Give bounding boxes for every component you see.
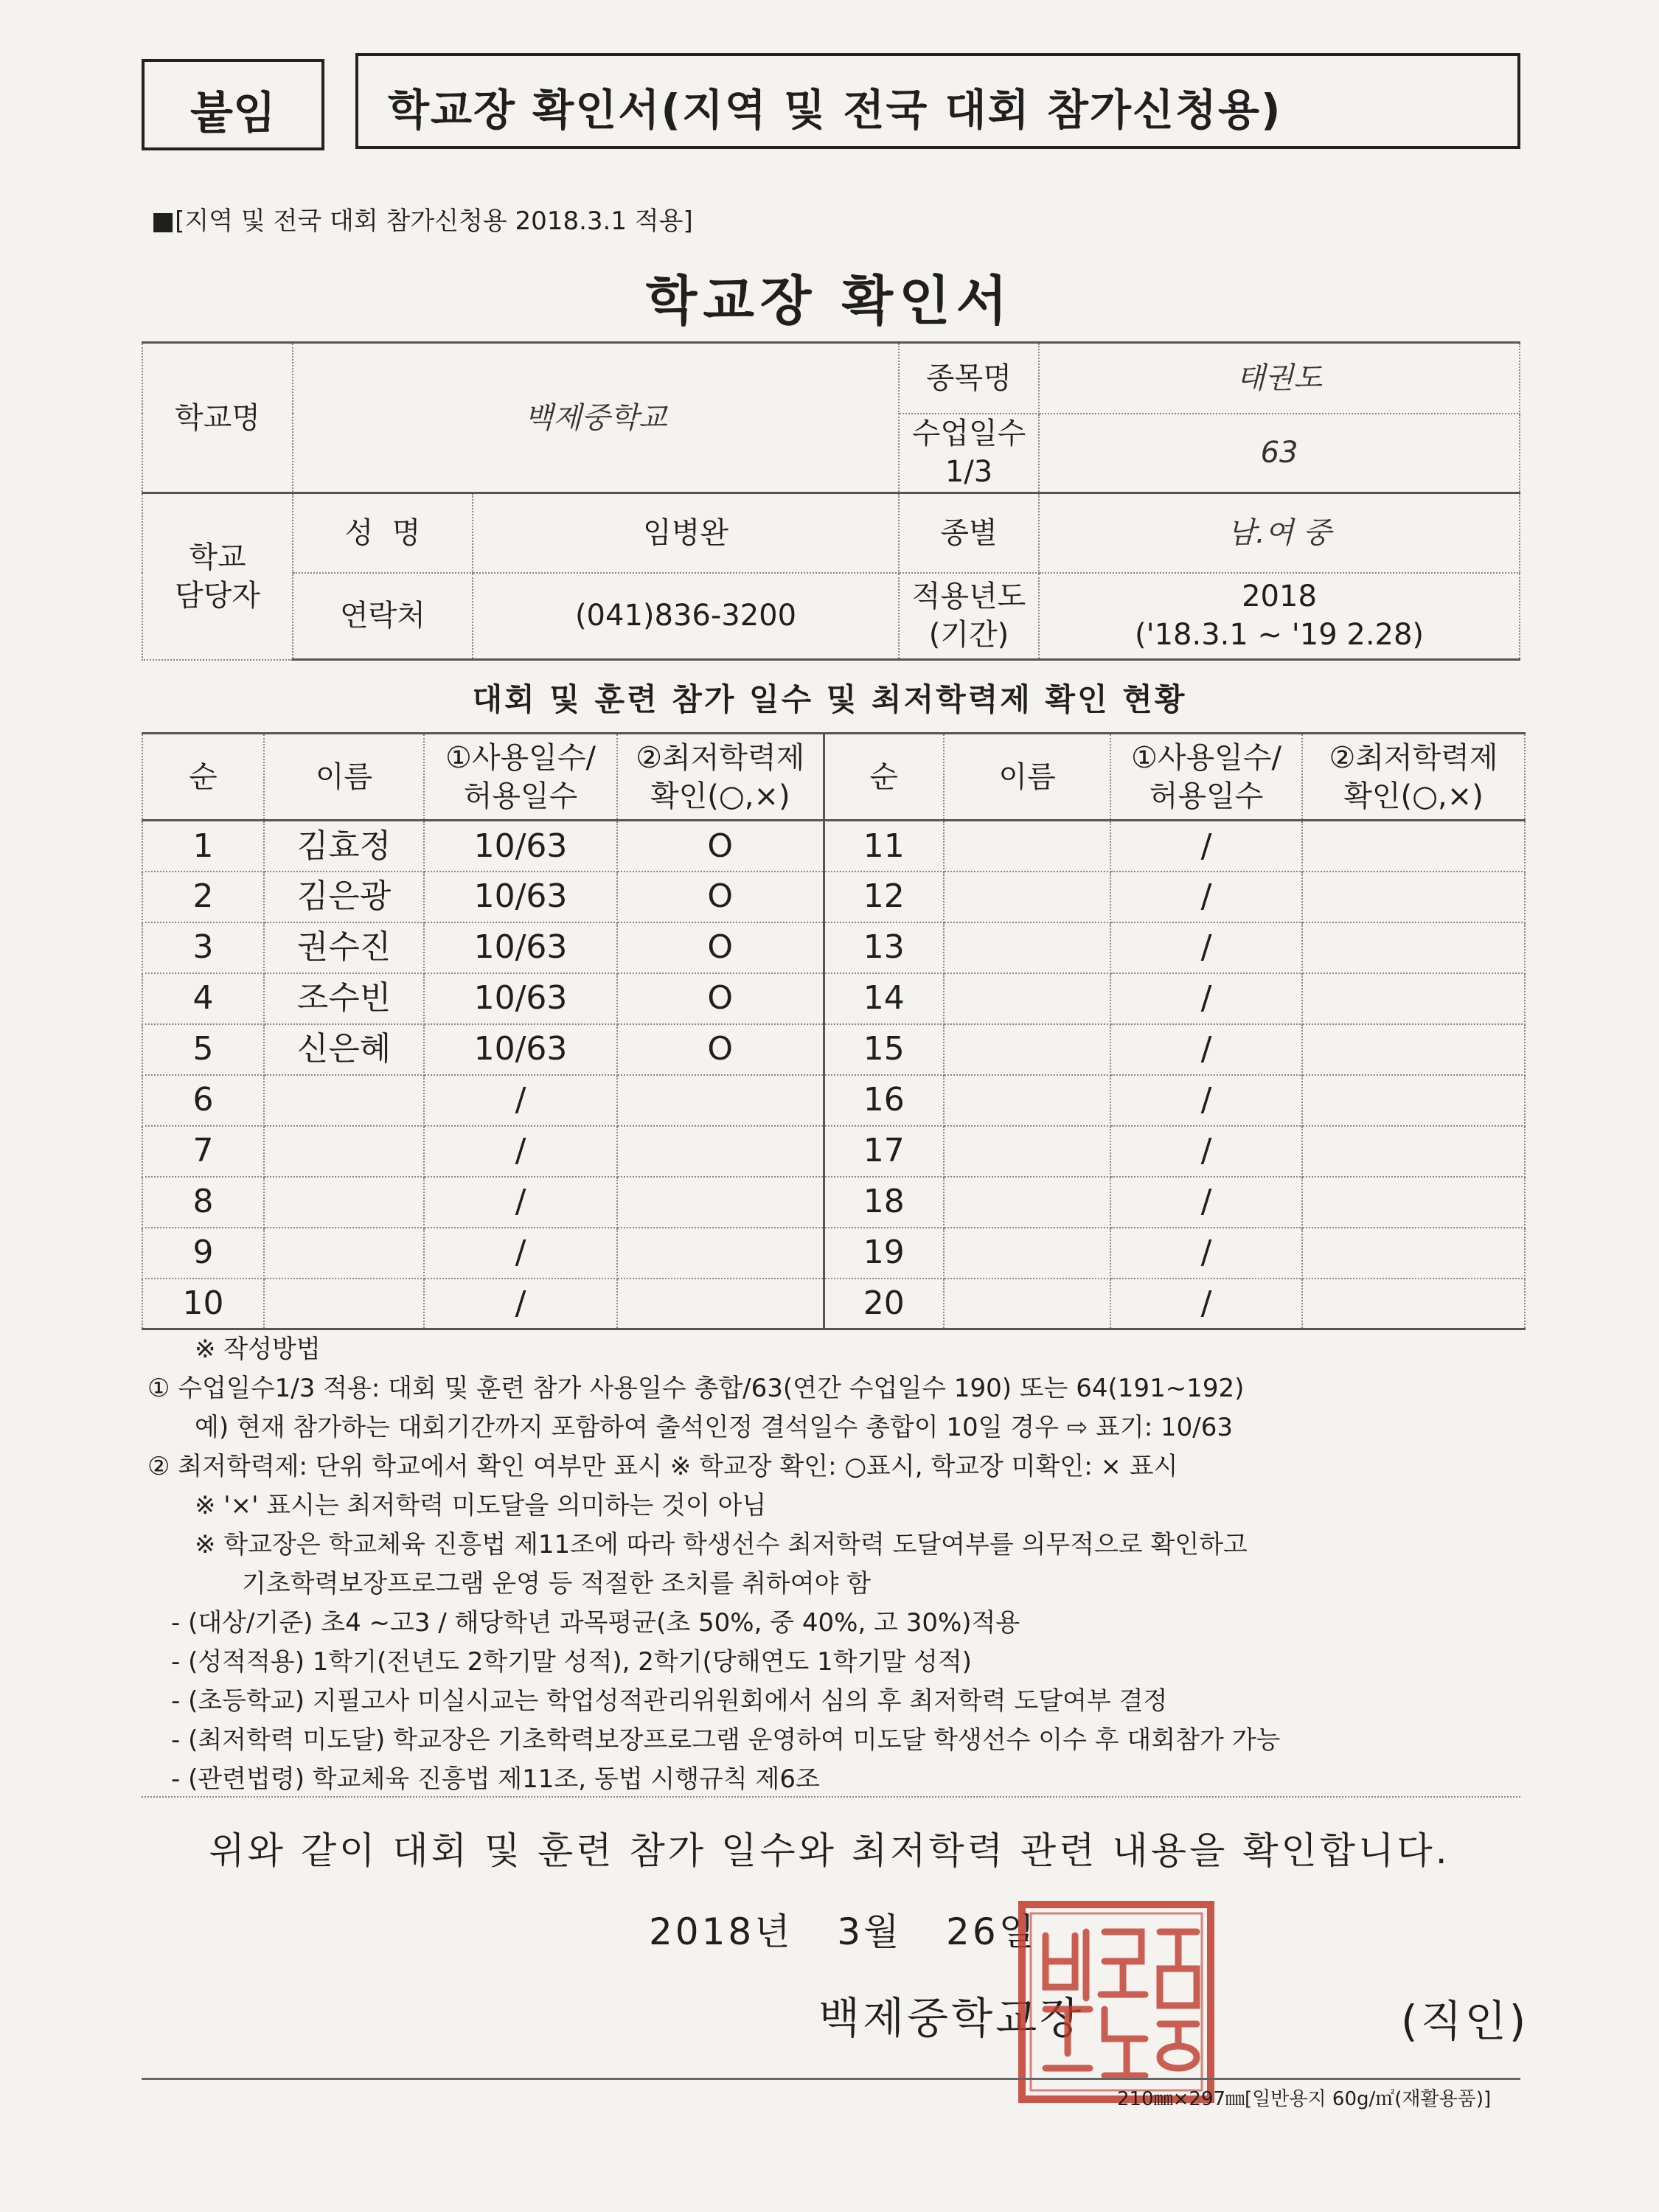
row-days: 10/63 [424,973,617,1024]
school-name-label: 학교명 [142,343,293,493]
form-title: 학교장 확인서(지역 및 전국 대회 참가신청용) [388,85,1282,135]
row-days: 10/63 [424,872,617,922]
note-item: ② 최저학력제: 단위 학교에서 확인 여부만 표시 ※ 학교장 확인: ○표시, 학교장 미확인: × 표시 [147,1452,1178,1481]
gender-value: 남.여 중 [1039,493,1520,573]
roster-row [142,1075,1525,1126]
row-min-check [1302,922,1525,973]
seal-label: (직인) [1401,1996,1529,2046]
row-min-check: O [617,1024,824,1075]
row-days: 10/63 [424,821,617,872]
phone-value: (041)836-3200 [473,573,899,660]
class-days-label-2: 1/3 [945,455,993,490]
row-days: / [424,1228,617,1279]
row-days: 10/63 [424,1024,617,1075]
school-info-table [142,341,1520,661]
row-days: / [424,1279,617,1329]
row-min-check [617,1279,824,1329]
row-days: / [1110,922,1302,973]
note-item: ※ '×' 표시는 최저학력 미도달을 의미하는 것이 아님 [195,1491,767,1520]
row-name [944,1075,1110,1126]
row-min-check [1302,1177,1525,1228]
school-name-value: 백제중학교 [293,343,899,493]
class-days-value: 63 [1039,414,1520,493]
row-min-check [1302,872,1525,922]
row-days: 10/63 [424,922,617,973]
header-no-right: 순 [824,734,944,821]
row-no: 4 [142,973,264,1024]
roster-table [142,732,1526,1330]
gender-label: 종별 [899,493,1039,573]
row-no: 6 [142,1075,264,1126]
row-days: / [1110,821,1302,872]
row-min-check [617,1126,824,1177]
header-min-right-2: 확인(○,×) [1343,779,1484,813]
header-min-right [1302,734,1525,821]
row-min-check [1302,1279,1525,1329]
row-days: / [1110,1126,1302,1177]
row-name: 김효정 [264,821,424,872]
row-days: / [1110,1177,1302,1228]
row-no: 5 [142,1024,264,1075]
attachment-tag [142,59,324,150]
roster-row [142,1228,1525,1279]
row-name [264,1177,424,1228]
row-no: 19 [824,1228,944,1279]
row-days: / [424,1177,617,1228]
header-days-left-2: 허용일수 [463,779,578,813]
roster-row [142,1126,1525,1177]
header-min-left-1: ②최저학력제 [636,740,805,775]
row-days: / [1110,1024,1302,1075]
row-min-check [1302,1024,1525,1075]
confirmation-statement: 위와 같이 대회 및 훈련 참가 일수와 최저학력 관련 내용을 확인합니다. [209,1829,1450,1872]
contact-person-label [142,493,293,660]
row-days: / [1110,973,1302,1024]
year-label-2: (기간) [928,618,1009,653]
row-days: / [1110,872,1302,922]
row-name [944,1024,1110,1075]
row-name: 조수빈 [264,973,424,1024]
notes-heading: ※ 작성방법 [195,1335,321,1364]
note-item: ※ 학교장은 학교체육 진흥법 제11조에 따라 학생선수 최저학력 도달여부를 의무적으로 확인하고 [195,1530,1248,1559]
row-no: 1 [142,821,264,872]
row-name: 권수진 [264,922,424,973]
roster-row [142,1024,1525,1075]
roster-header-row [142,734,1525,821]
name-value: 임병완 [473,493,899,573]
row-no: 2 [142,872,264,922]
header-days-right-2: 허용일수 [1149,779,1264,813]
row-name: 신은혜 [264,1024,424,1075]
row-min-check [1302,1228,1525,1279]
row-min-check: O [617,872,824,922]
row-no: 10 [142,1279,264,1329]
row-name [944,821,1110,872]
class-days-label [899,414,1039,493]
roster-row [142,973,1525,1024]
header-days-left [424,734,617,821]
note-item: ① 수업일수1/3 적용: 대회 및 훈련 참가 사용일수 총합/63(연간 수업일수 190) 또는 64(191~192) [147,1374,1245,1403]
header-name-left: 이름 [264,734,424,821]
row-days: / [1110,1228,1302,1279]
row-name [944,1228,1110,1279]
row-min-check [617,1075,824,1126]
note-item: - (초등학교) 지필고사 미실시교는 학업성적관리위원회에서 심의 후 최저학력 도달여부 결정 [171,1686,1168,1716]
paper-spec-note: 210㎜×297㎜[일반용지 60g/㎡(재활용품)] [1117,2088,1492,2110]
row-name [944,1126,1110,1177]
roster-row [142,922,1525,973]
row-min-check: O [617,922,824,973]
row-no: 14 [824,973,944,1024]
row-no: 20 [824,1279,944,1329]
event-label: 종목명 [899,343,1039,414]
row-no: 7 [142,1126,264,1177]
row-no: 11 [824,821,944,872]
principal-title: 백제중학교장 [818,1993,1085,2043]
note-item: - (관련법령) 학교체육 진흥법 제11조, 동법 시행규칙 제6조 [171,1764,820,1794]
roster-row [142,1279,1525,1329]
row-days: / [1110,1279,1302,1329]
contact-person-label-2: 담당자 [175,578,260,613]
roster-row [142,872,1525,922]
row-no: 9 [142,1228,264,1279]
phone-label: 연락처 [293,573,473,660]
row-name [264,1228,424,1279]
note-item: 기초학력보장프로그램 운영 등 적절한 조치를 취하여야 함 [242,1569,872,1599]
row-name [264,1126,424,1177]
writing-instructions [147,1330,1534,1799]
section-title: 대회 및 훈련 참가 일수 및 최저학력제 확인 현황 [472,681,1187,717]
row-name [944,1177,1110,1228]
year-value [1039,573,1520,660]
footer-divider [142,2078,1520,2080]
row-no: 16 [824,1075,944,1126]
header-no-left: 순 [142,734,264,821]
row-name [944,973,1110,1024]
name-label: 성 명 [293,493,473,573]
row-no: 13 [824,922,944,973]
roster-row [142,1177,1525,1228]
roster-row [142,821,1525,872]
note-item: - (최저학력 미도달) 학교장은 기초학력보장프로그램 운영하여 미도달 학생선수 이수 후 대회참가 가능 [171,1725,1281,1755]
row-no: 18 [824,1177,944,1228]
row-min-check [1302,821,1525,872]
class-days-label-1: 수업일수 [911,417,1026,451]
row-min-check [1302,1075,1525,1126]
divider [142,1796,1520,1798]
row-name [264,1279,424,1329]
row-min-check [1302,1126,1525,1177]
header-days-left-1: ①사용일수/ [445,740,596,775]
row-days: / [424,1075,617,1126]
year-label [899,573,1039,660]
row-no: 3 [142,922,264,973]
document-title: 학교장 확인서 [645,270,1014,332]
header-days-right [1110,734,1302,821]
row-min-check [617,1228,824,1279]
attachment-tag-text: 붙임 [190,88,276,139]
applicability-note: ■[지역 및 전국 대회 참가신청용 2018.3.1 적용] [151,206,693,236]
row-name: 김은광 [264,872,424,922]
row-no: 15 [824,1024,944,1075]
contact-person-label-1: 학교 [189,540,246,574]
note-item: - (성적적용) 1학기(전년도 2학기말 성적), 2학기(당해연도 1학기말 성적) [171,1647,972,1677]
header-min-right-1: ②최저학력제 [1329,740,1498,775]
note-item: 예) 현재 참가하는 대회기간까지 포함하여 출석인정 결석일수 총합이 10일 경우 ⇨ 표기: 10/63 [195,1413,1233,1442]
header-days-right-1: ①사용일수/ [1131,740,1281,775]
row-name [944,872,1110,922]
row-days: / [1110,1075,1302,1126]
official-seal-icon [1016,1899,1217,2105]
row-days: / [424,1126,617,1177]
row-no: 17 [824,1126,944,1177]
row-no: 12 [824,872,944,922]
row-name [264,1075,424,1126]
row-min-check: O [617,821,824,872]
issue-date: 2018년 3월 26일 [649,1910,1037,1953]
note-item: - (대상/기준) 초4 ~고3 / 해당학년 과목평균(초 50%, 중 40%, 고 30%)적용 [171,1608,1020,1638]
header-name-right: 이름 [944,734,1110,821]
row-name [944,1279,1110,1329]
row-min-check [617,1177,824,1228]
year-value-year: 2018 [1242,580,1317,614]
row-name [944,922,1110,973]
year-value-period: ('18.3.1 ~ '19 2.28) [1134,618,1425,653]
header-min-left-2: 확인(○,×) [650,779,790,813]
row-min-check: O [617,973,824,1024]
event-value: 태권도 [1039,343,1520,414]
header-min-left [617,734,824,821]
form-title-box [355,53,1520,149]
year-label-1: 적용년도 [911,580,1026,614]
row-min-check [1302,973,1525,1024]
row-no: 8 [142,1177,264,1228]
